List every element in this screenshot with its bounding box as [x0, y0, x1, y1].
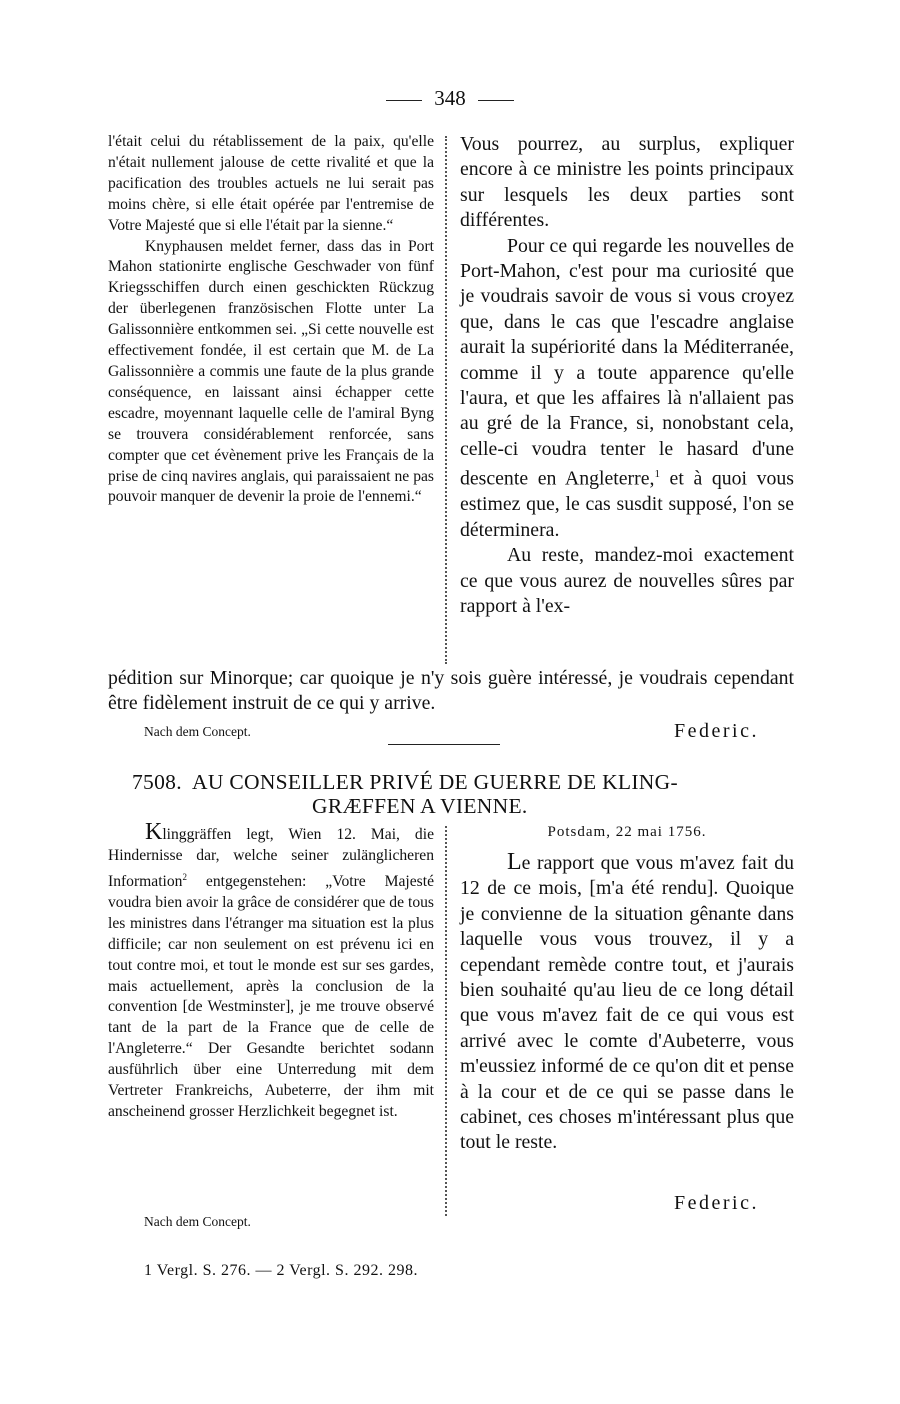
signature: Federic. — [674, 720, 759, 742]
summary-paragraph: Klinggräffen legt, Wien 12. Mai, die Hindernisse dar, welche seiner zulänglicheren Information$^2$ entgegenstehen: „Votre Majesté voudra bien avoir la grâce de considérer que de tous les ministres dans l'étranger ma situation est la plus difficile; car non seulement on est prévenu ici en tout contre moi, et tout le monde est sur ses gardes, mais actuellement, après la conclusion de la convention [de Westminster], je me trouve observé tant de la part de la France que de celle de l'Angleterre.“ Der Gesandte berichtet sodann ausführlich über eine Unterredung mit dem Vertreter Frankreichs, Aubeterre, der ihm mit anscheinend grosser Herzlichkeit begegnet ist. — [108, 819, 434, 1120]
right-column-letter-top — [460, 132, 794, 619]
section-rule — [388, 744, 500, 745]
column-divider-top — [445, 136, 447, 664]
letter-continuation: pédition sur Minorque; car quoique je n'y sois guère intéressé, je voudrais cependant être fidèlement instruit de ce qui y arrive. — [108, 667, 794, 715]
initial-letter: L — [507, 849, 522, 875]
page-number-dash-right — [478, 100, 514, 101]
page-number-dash-left — [386, 100, 422, 101]
signature: Federic. — [674, 1192, 759, 1214]
column-divider-bottom — [445, 826, 447, 1216]
section-title-line2: GRÆFFEN A VIENNE. — [312, 794, 528, 818]
letter-paragraph: Vous pourrez, au surplus, expliquer encore à ce ministre les points principaux sur lesquels les deux parties sont différentes. — [460, 133, 794, 232]
summary-paragraph: l'était celui du rétablissement de la paix, qu'elle n'était nullement jalouse de cette rivalité et que la pacification des troubles actuels ne lui serait pas moins chère, si elle était opérée par l'entremise de Votre Majesté que si elle l'était par la sienne.“ — [108, 133, 434, 234]
left-column-summary-top — [108, 132, 434, 508]
footnotes: 1 Vergl. S. 276. — 2 Vergl. S. 292. 298. — [144, 1262, 418, 1279]
section-number: 7508. — [132, 770, 182, 794]
letter-paragraph: Pour ce qui regarde les nouvelles de Port-Mahon, c'est pour ma curiosité que je voudrais savoir de vous si vous croyez que, dans le cas que l'escadre anglaise aurait la supériorité dans la Méditerranée, comme il y a toute apparence qu'elle l'aura, et que les affaires là n'allaient pas au gré de la France, si, nonobstant cela, celle-ci voudra tenter le hasard d'une descente en Angleterre,$^1$ et à quoi vous estimez que, le cas susdit supposé, l'on se déterminera. — [460, 234, 794, 541]
source-note: Nach dem Concept. — [144, 724, 251, 739]
left-column-summary-bottom — [108, 819, 434, 1123]
letter-paragraph: Le rapport que vous m'avez fait du 12 de ce mois, [m'a été rendu]. Quoique je convienne de la situation gênante dans laquelle vous vous trouvez, il y a cependant remède contre tout, et j'aurais bien souhaité qu'au lieu de ce long détail que vous m'avez fait de ce qui vous est arrivé avec le comte d'Aubeterre, vous m'eussiez informé de ce qu'on dit et pense à la cour et de ce qui se passe dans le cabinet, ces choses m'intéressant plus que tout le reste. — [460, 849, 794, 1154]
section-heading — [132, 770, 812, 795]
right-column-letter-bottom — [460, 850, 794, 1156]
section-title: AU CONSEILLER PRIVÉ DE GUERRE DE KLING- — [192, 770, 678, 794]
summary-paragraph: Knyphausen meldet ferner, dass das in Port Mahon stationirte englische Geschwader von fünf Kriegsschiffen durch einen geschickten Rückzug der überlegenen französischen Flotte unter La Galissonnière entkommen sei. „Si cette nouvelle est effectivement fondée, il est certain que M. de La Galissonnière a commis une faute de la plus grande conséquence, en laissant ainsi échapper cette escadre, moyennant laquelle celle de l'amiral Byng se trouvera considérablement renforcée, sans compter que cet évènement prive les Français de la prise de cinq navires anglais, qui paraissaient ne pas pouvoir manquer de devenir la proie de l'ennemi.“ — [108, 237, 434, 506]
letter-paragraph: Au reste, mandez-moi exactement ce que vous aurez de nouvelles sûres par rapport à l'ex- — [460, 544, 794, 617]
source-note: Nach dem Concept. — [144, 1214, 251, 1229]
page-number: 348 — [0, 86, 900, 111]
initial-letter: K — [145, 819, 163, 845]
footnote-ref: 1 — [654, 468, 660, 481]
letter-date: Potsdam, 22 mai 1756. — [547, 824, 707, 840]
footnote-ref: 2 — [182, 871, 187, 882]
